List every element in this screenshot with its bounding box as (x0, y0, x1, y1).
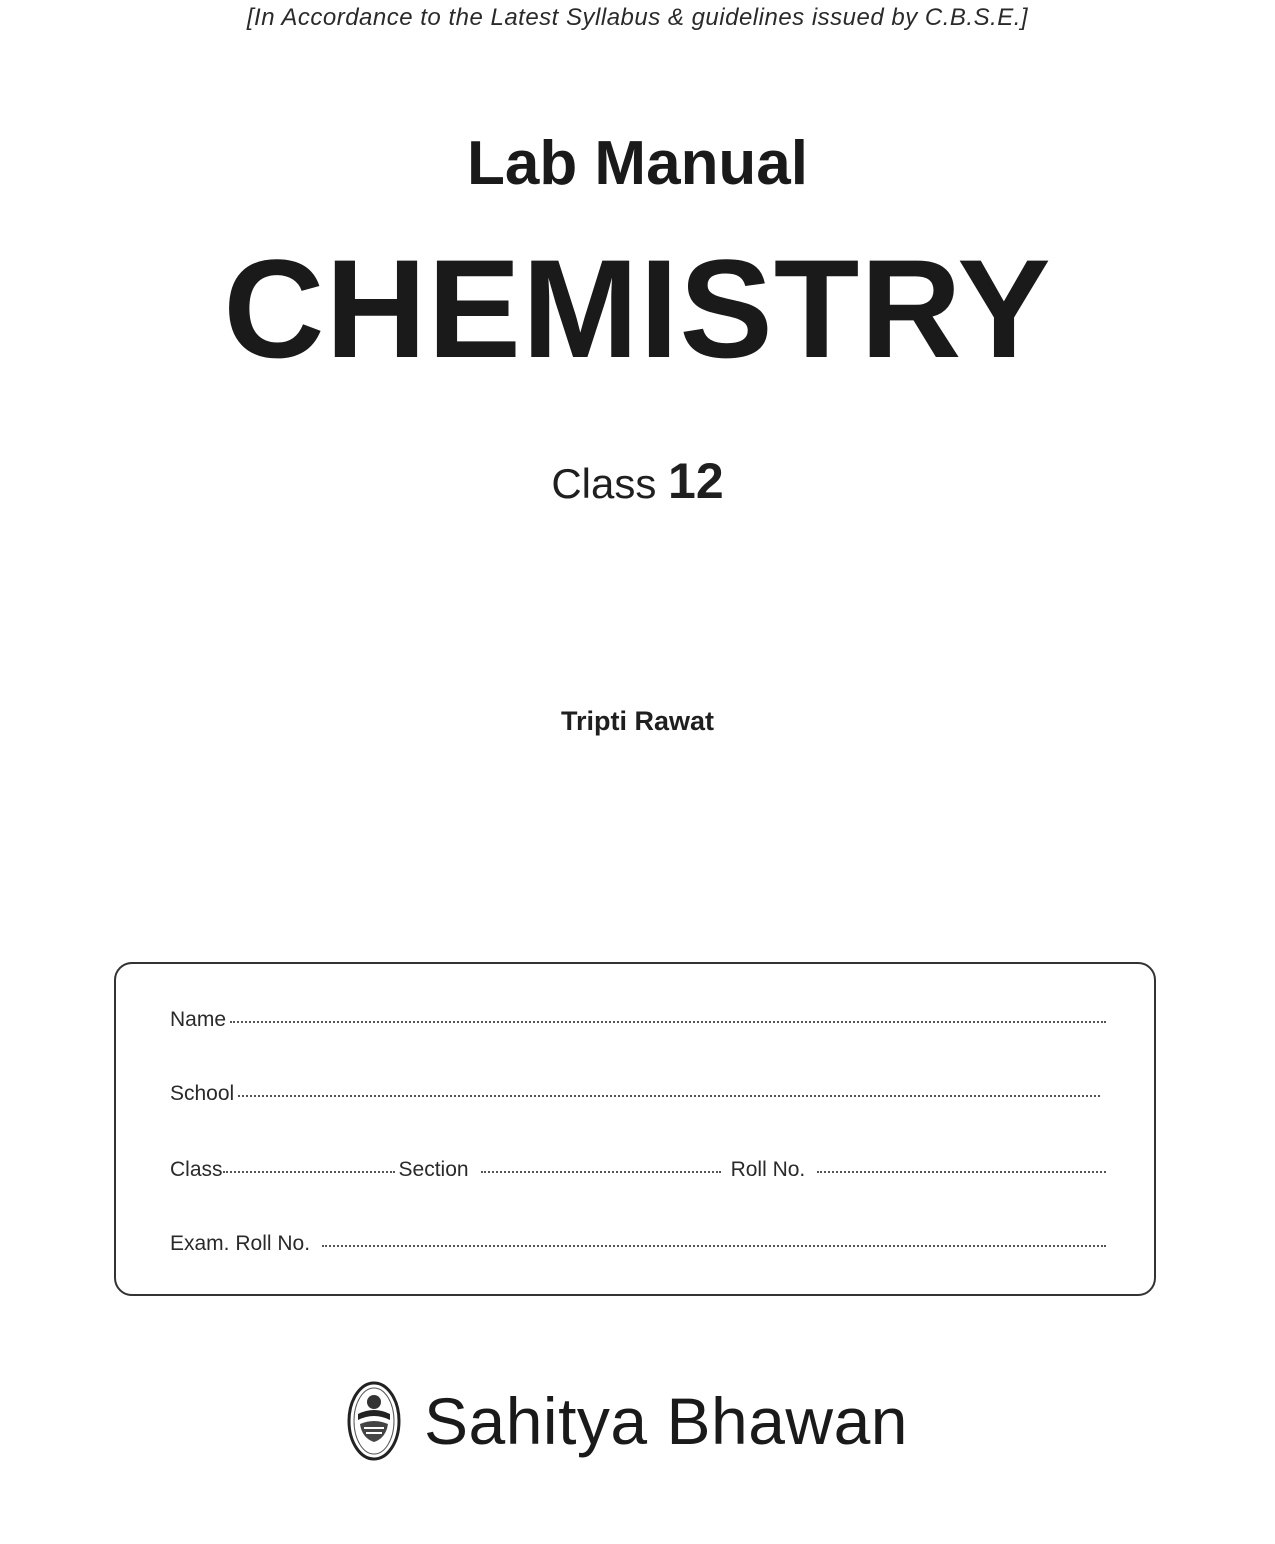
school-row (170, 1082, 1110, 1106)
main-title: CHEMISTRY (223, 230, 1052, 387)
subtitle-lab-manual: Lab Manual (466, 129, 809, 198)
roll-no-label: Roll No. (730, 1158, 806, 1181)
class-heading (0, 452, 1275, 510)
class-field-label: Class (170, 1158, 223, 1181)
sahitya-bhawan-logo-icon (346, 1380, 402, 1462)
student-details-box (114, 962, 1156, 1296)
syllabus-guideline-note: [In Accordance to the Latest Syllabus & guidelines issued by C.B.S.E.] (246, 4, 1029, 31)
exam-roll-field[interactable] (322, 1244, 1106, 1247)
class-section-roll-row (170, 1158, 1110, 1182)
name-row (170, 1008, 1110, 1032)
name-label: Name (170, 1008, 227, 1031)
roll-no-field[interactable] (817, 1170, 1106, 1173)
name-field[interactable] (230, 1020, 1106, 1023)
exam-roll-row (170, 1232, 1110, 1256)
class-label: Class (551, 460, 657, 507)
publisher-name: Sahitya Bhawan (424, 1384, 908, 1458)
school-label: School (170, 1082, 235, 1105)
class-number: 12 (668, 453, 724, 509)
section-label: Section (398, 1158, 469, 1181)
author-name: Tripti Rawat (560, 706, 715, 736)
exam-roll-label: Exam. Roll No. (170, 1232, 311, 1255)
section-field[interactable] (481, 1170, 721, 1173)
school-field[interactable] (238, 1094, 1100, 1097)
class-field[interactable] (223, 1170, 395, 1173)
publisher-block (346, 1376, 908, 1466)
